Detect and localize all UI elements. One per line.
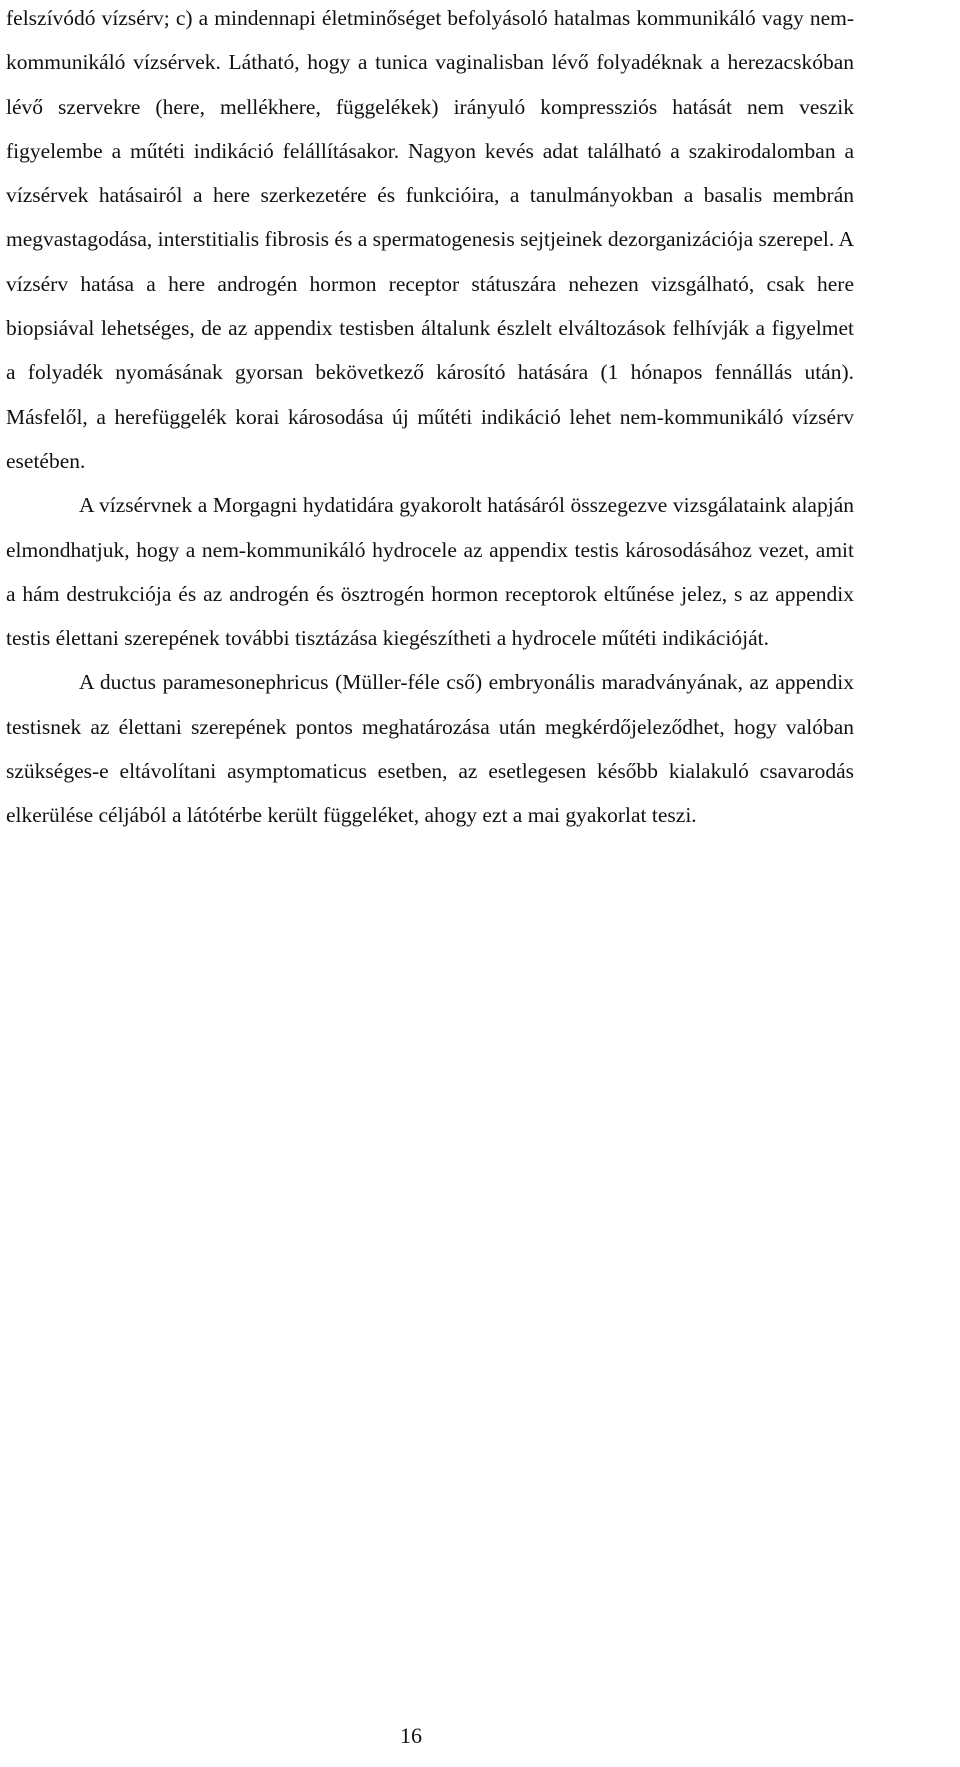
paragraph-appendix-testis-role: A ductus paramesonephricus (Müller-féle cső) embryonális maradványának, az appendix testisnek az élettani szerepének pontos meghatározása után megkérdőjeleződhet, hogy valóban szükséges-e eltávolítani asymptomaticus esetben, az esetlegesen később kialakuló csavarodás elkerülése céljából a látótérbe került függeléket, ahogy ezt a mai gyakorlat teszi. [6,670,854,828]
document-page [6,0,854,838]
paragraph-morgagni-summary: A vízsérvnek a Morgagni hydatidára gyakorolt hatásáról összegezve vizsgálataink alapján elmondhatjuk, hogy a nem-kommunikáló hydrocele az appendix testis károsodásához vezet, amit a hám destrukciója és az androgén és ösztrogén hormon receptorok eltűnése jelez, s az appendix testis élettani szerepének további tisztázása kiegészítheti a hydrocele műtéti indikációját. [6,493,854,651]
page-number: 16 [400,1723,422,1748]
paragraph-hydrocele-classification: felszívódó vízsérv; c) a mindennapi életminőséget befolyásoló hatalmas kommunikáló vagy nem-kommunikáló vízsérvek. Látható, hogy a tunica vaginalisban lévő folyadéknak a herezacskóban lévő szervekre (here, mellékhere, függelékek) irányuló kompressziós hatását nem veszik figyelembe a műtéti indikáció felállításakor. Nagyon kevés adat található a szakirodalomban a vízsérvek hatásairól a here szerkezetére és funkcióira, a tanulmányokban a basalis membrán megvastagodása, interstitialis fibrosis és a spermatogenesis sejtjeinek dezorganizációja szerepel. A vízsérv hatása a here androgén hormon receptor státuszára nehezen vizsgálható, csak here biopsiával lehetséges, de az appendix testisben általunk észlelt elváltozások felhívják a figyelmet a folyadék nyomásának gyorsan bekövetkező károsító hatására (1 hónapos fennállás után). Másfelől, a herefüggelék korai károsodása új műtéti indikáció lehet nem-kommunikáló vízsérv esetében. [6,6,854,473]
